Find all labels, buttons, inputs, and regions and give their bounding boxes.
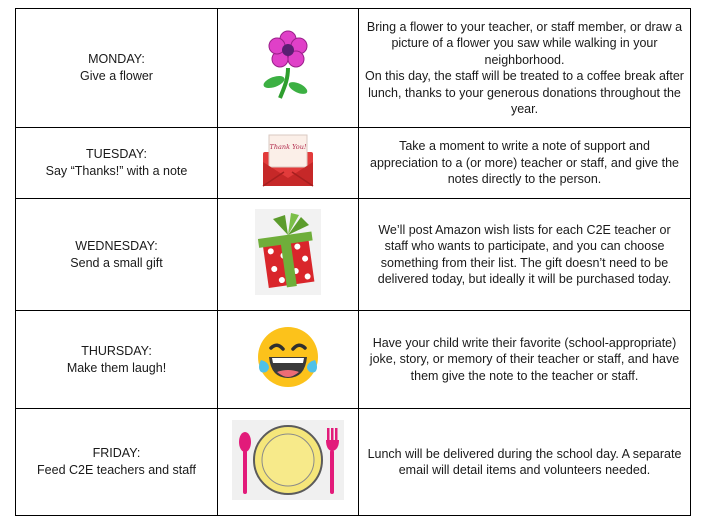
day-cell [16, 409, 218, 516]
day-task: Give a flower [80, 69, 153, 83]
description-paragraph: Lunch will be delivered during the school day. A separate email will detail items and volunteers needed. [367, 446, 682, 477]
table-row [16, 9, 691, 128]
description-paragraph: We’ll post Amazon wish lists for each C2E teacher or staff who wants to participate, and you can choose something from their list. The gift doesn’t need to be delivered today, but ideally it will be purchased today. [377, 222, 672, 286]
appreciation-week-table [15, 8, 691, 516]
description-cell [359, 9, 691, 128]
description-cell [359, 409, 691, 516]
plate-and-utensils-icon [232, 420, 344, 505]
image-cell [218, 311, 359, 409]
image-cell [218, 9, 359, 128]
day-name: MONDAY: [88, 52, 145, 66]
description-cell [359, 199, 691, 311]
thank-you-card-icon [257, 132, 319, 195]
gift-icon [255, 209, 321, 300]
day-cell [16, 128, 218, 199]
day-cell [16, 199, 218, 311]
day-name: THURSDAY: [81, 343, 152, 358]
day-name: TUESDAY: [86, 147, 147, 161]
description-paragraph: Have your child write their favorite (school-appropriate) joke, story, or memory of their teacher or staff, and have them give the note to the teacher or staff. [369, 335, 680, 383]
schedule-sheet [15, 8, 691, 515]
laughing-face-icon [255, 324, 321, 395]
card-text: Thank You! [269, 142, 307, 151]
image-cell [218, 409, 359, 516]
description-paragraph: Bring a flower to your teacher, or staff member, or draw a picture of a flower you saw while walking in your neighborhood. [366, 19, 683, 67]
day-cell [16, 311, 218, 409]
description-paragraph: Take a moment to write a note of support and appreciation to a (or more) teacher or staff, and give the notes directly to the person. [370, 139, 679, 187]
table-row [16, 311, 691, 409]
table-row [16, 199, 691, 311]
day-cell [16, 9, 218, 128]
image-cell [218, 128, 359, 199]
day-task: Say “Thanks!” with a note [45, 164, 188, 178]
image-cell [218, 199, 359, 311]
table-row [16, 409, 691, 516]
description-paragraph: On this day, the staff will be treated to a coffee break after lunch, thanks to your generous donations throughout the year. [365, 69, 684, 116]
day-task: Feed C2E teachers and staff [37, 463, 196, 477]
day-name: FRIDAY: [92, 446, 141, 460]
description-cell [359, 311, 691, 409]
description-cell [359, 128, 691, 199]
day-task: Make them laugh! [66, 360, 167, 375]
day-name: WEDNESDAY: [75, 238, 158, 253]
flower-icon [258, 30, 318, 107]
table-row [16, 128, 691, 199]
day-task: Send a small gift [70, 255, 163, 270]
